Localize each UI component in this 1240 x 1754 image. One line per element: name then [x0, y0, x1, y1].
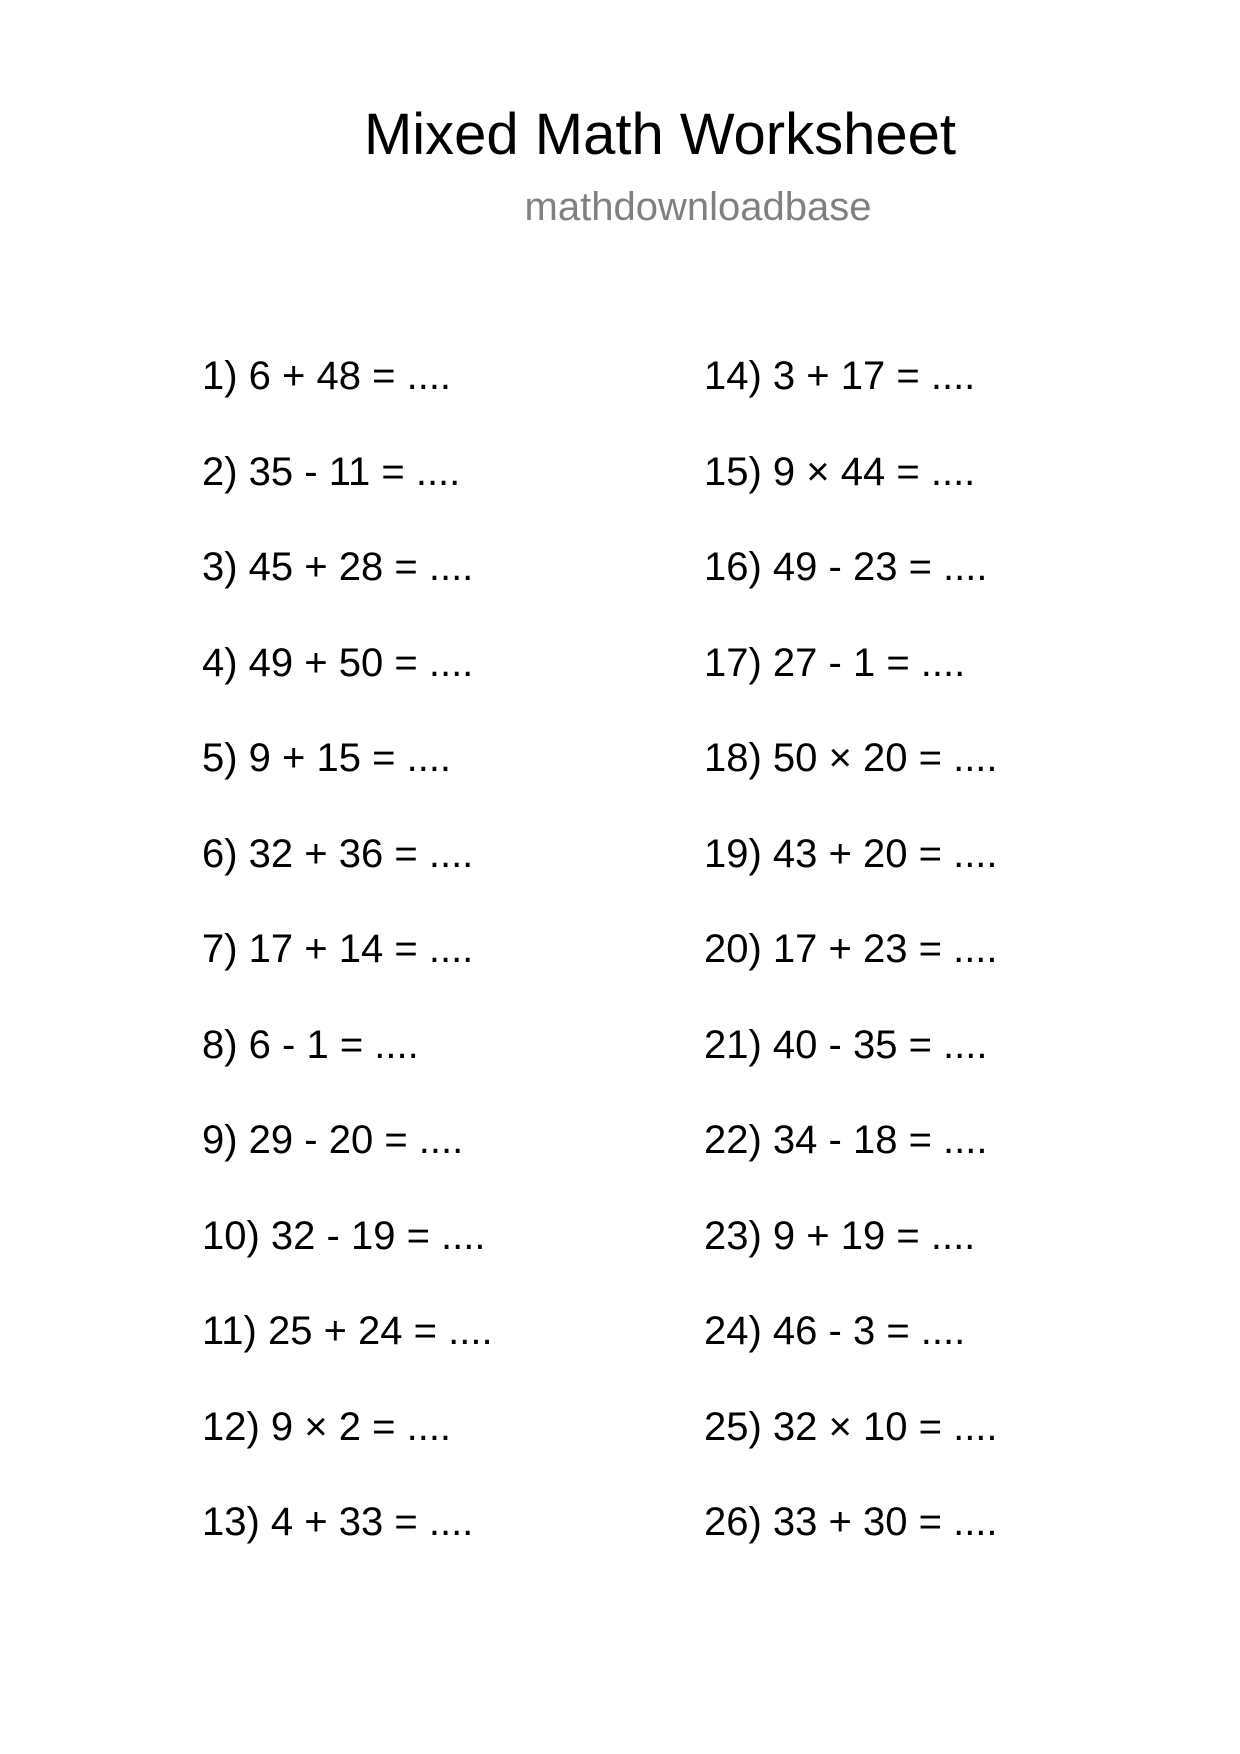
problem-item: 9) 29 - 20 = ....	[202, 1118, 464, 1162]
problem-item: 15) 9 × 44 = ....	[704, 449, 976, 494]
worksheet-title: Mixed Math Worksheet	[363, 102, 957, 167]
problem-column-left	[202, 352, 493, 1594]
problem-item: 16) 49 - 23 = ....	[704, 545, 988, 589]
problem-item: 23) 9 + 19 = ....	[704, 1213, 976, 1258]
problem-item: 7) 17 + 14 = ....	[202, 927, 474, 971]
problem-item: 11) 25 + 24 = ....	[202, 1309, 493, 1353]
problem-item: 22) 34 - 18 = ....	[704, 1118, 988, 1162]
problem-item: 3) 45 + 28 = ....	[202, 545, 474, 589]
problem-item: 26) 33 + 30 = ....	[704, 1500, 998, 1544]
problem-column-right	[704, 352, 998, 1594]
problem-item: 17) 27 - 1 = ....	[704, 640, 966, 685]
problem-item: 14) 3 + 17 = ....	[704, 354, 976, 398]
problem-item: 20) 17 + 23 = ....	[704, 927, 998, 971]
problem-item: 18) 50 × 20 = ....	[704, 736, 998, 780]
problem-item: 8) 6 - 1 = ....	[202, 1022, 419, 1067]
problem-item: 1) 6 + 48 = ....	[202, 354, 452, 398]
problem-item: 25) 32 × 10 = ....	[704, 1404, 998, 1449]
problem-item: 21) 40 - 35 = ....	[704, 1022, 988, 1067]
problem-item: 6) 32 + 36 = ....	[202, 831, 474, 876]
problem-item: 24) 46 - 3 = ....	[704, 1309, 966, 1353]
problem-item: 4) 49 + 50 = ....	[202, 640, 474, 685]
problem-item: 5) 9 + 15 = ....	[202, 736, 452, 780]
problem-item: 19) 43 + 20 = ....	[704, 831, 998, 876]
problem-item: 2) 35 - 11 = ....	[202, 449, 461, 494]
worksheet-subtitle: mathdownloadbase	[524, 185, 872, 229]
problem-item: 10) 32 - 19 = ....	[202, 1213, 486, 1258]
problem-item: 12) 9 × 2 = ....	[202, 1404, 452, 1449]
problem-item: 13) 4 + 33 = ....	[202, 1500, 474, 1544]
